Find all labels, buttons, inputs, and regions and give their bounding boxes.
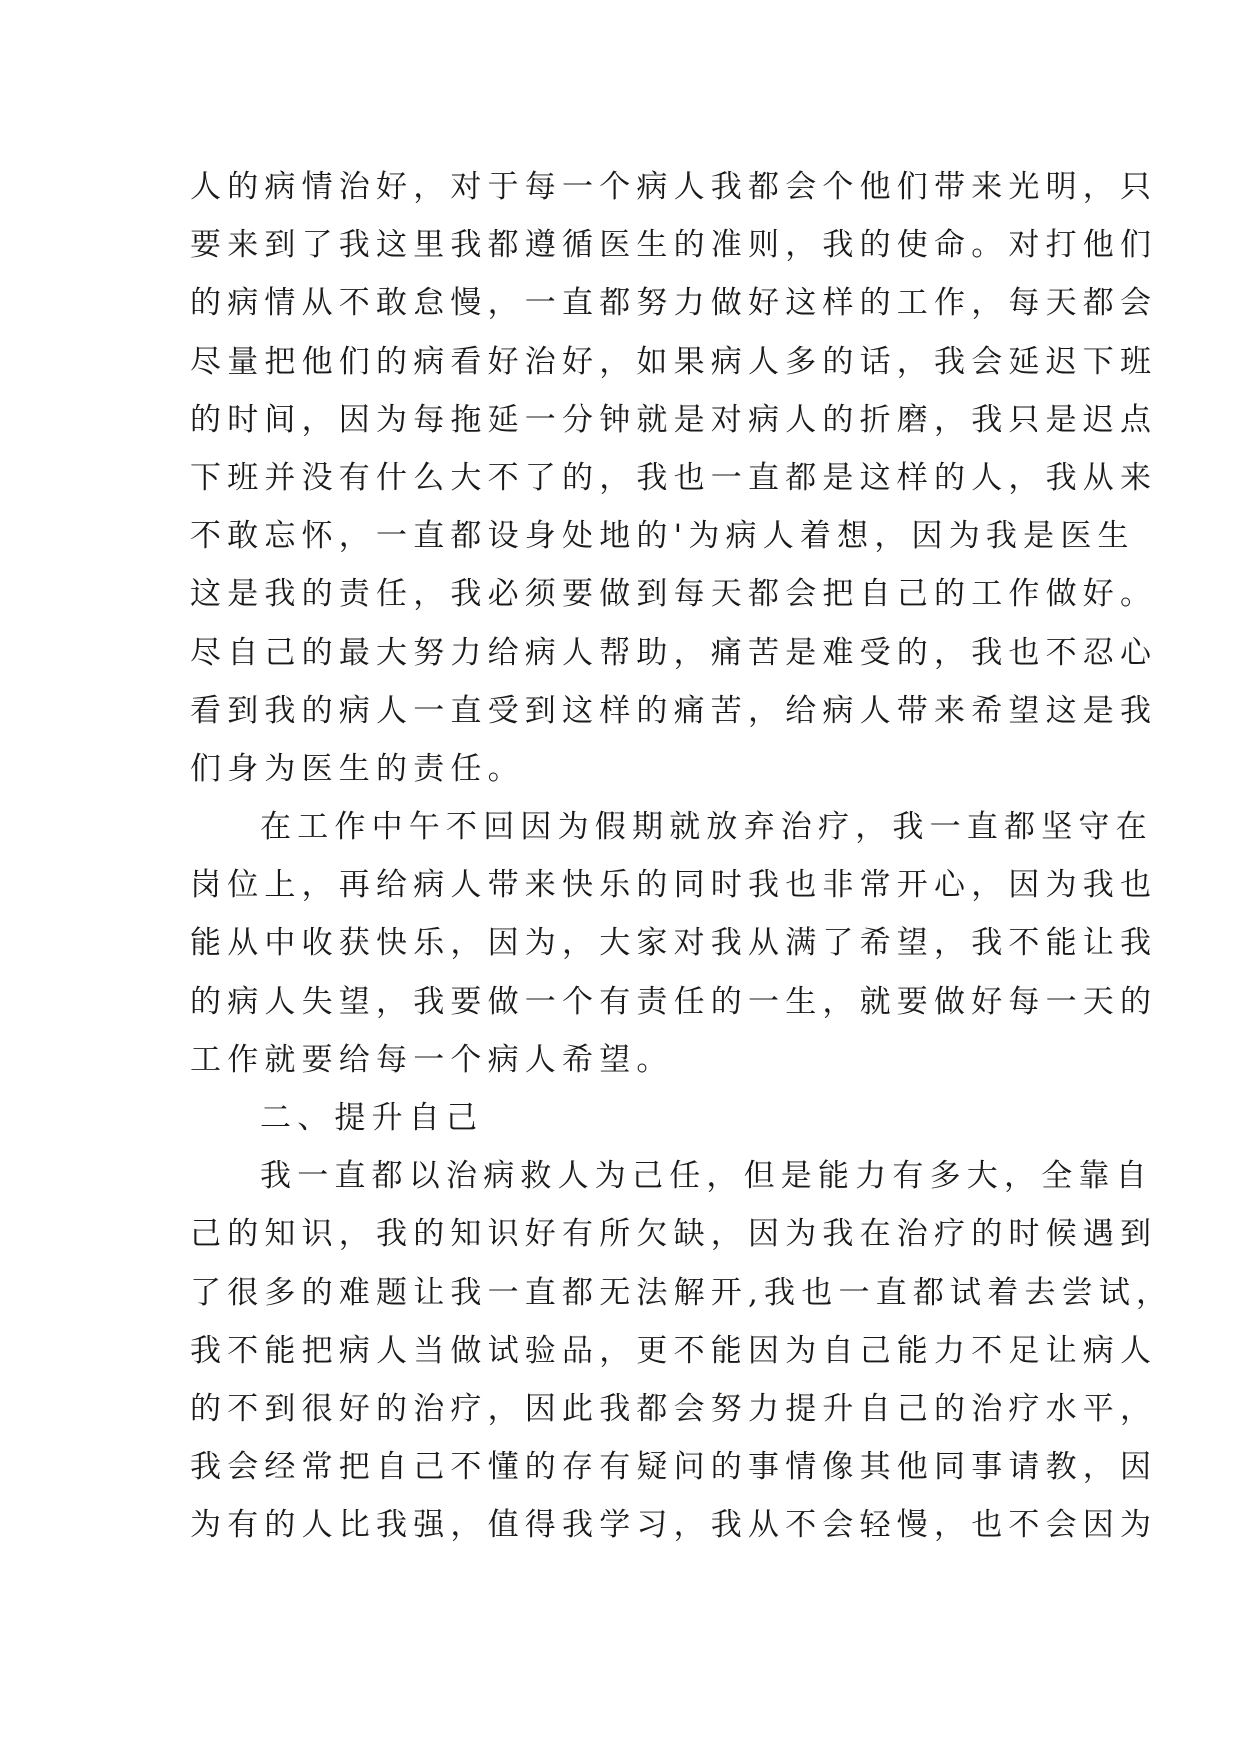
text-line: 尽自己的最大努力给病人帮助，痛苦是难受的，我也不忍心 [190,634,1158,671]
text-line: 不敢忘怀，一直都设身处地的'为病人着想，因为我是医生 [190,518,1135,555]
text-line: 尽量把他们的病看好治好，如果病人多的话，我会延迟下班 [190,343,1158,380]
paragraph-first-line: 在工作中午不回因为假期就放弃治疗，我一直都坚守在 [260,809,1153,846]
text-line: 的病人失望，我要做一个有责任的一生，就要做好每一天的 [190,983,1158,1020]
text-line: 工作就要给每一个病人希望。 [190,1041,674,1078]
text-line: 己的知识，我的知识好有所欠缺，因为我在治疗的时候遇到 [190,1216,1158,1253]
paragraph-first-line: 二、提升自己 [260,1100,484,1136]
text-line: 岗位上，再给病人带来快乐的同时我也非常开心，因为我也 [190,867,1158,904]
text-line: 的病情从不敢怠慢，一直都努力做好这样的工作，每天都会 [190,285,1158,322]
text-line: 这是我的责任，我必须要做到每天都会把自己的工作做好。 [190,576,1158,613]
body-text [190,158,1174,1555]
text-line: 人的病情治好，对于每一个病人我都会个他们带来光明，只 [190,169,1158,205]
text-line: 看到我的病人一直受到这样的痛苦，给病人带来希望这是我 [190,692,1158,729]
text-line: 我会经常把自己不懂的存有疑问的事情像其他同事请教，因 [190,1449,1158,1486]
text-line: 能从中收获快乐，因为，大家对我从满了希望，我不能让我 [190,925,1158,962]
text-line: 的不到很好的治疗，因此我都会努力提升自己的治疗水平， [190,1390,1158,1427]
text-line: 为有的人比我强，值得我学习，我从不会轻慢，也不会因为 [190,1507,1158,1544]
text-line: 我不能把病人当做试验品，更不能因为自己能力不足让病人 [190,1332,1158,1369]
text-line: 们身为医生的责任。 [190,750,525,787]
text-line: 要来到了我这里我都遵循医生的准则，我的使命。对打他们 [190,227,1158,264]
text-line: 了很多的难题让我一直都无法解开,我也一直都试着去尝试， [190,1274,1174,1311]
text-line: 的时间，因为每拖延一分钟就是对病人的折磨，我只是迟点 [190,401,1158,438]
paragraph-first-line: 我一直都以治病救人为己任，但是能力有多大，全靠自 [260,1158,1153,1195]
text-line: 下班并没有什么大不了的，我也一直都是这样的人，我从来 [190,459,1158,496]
